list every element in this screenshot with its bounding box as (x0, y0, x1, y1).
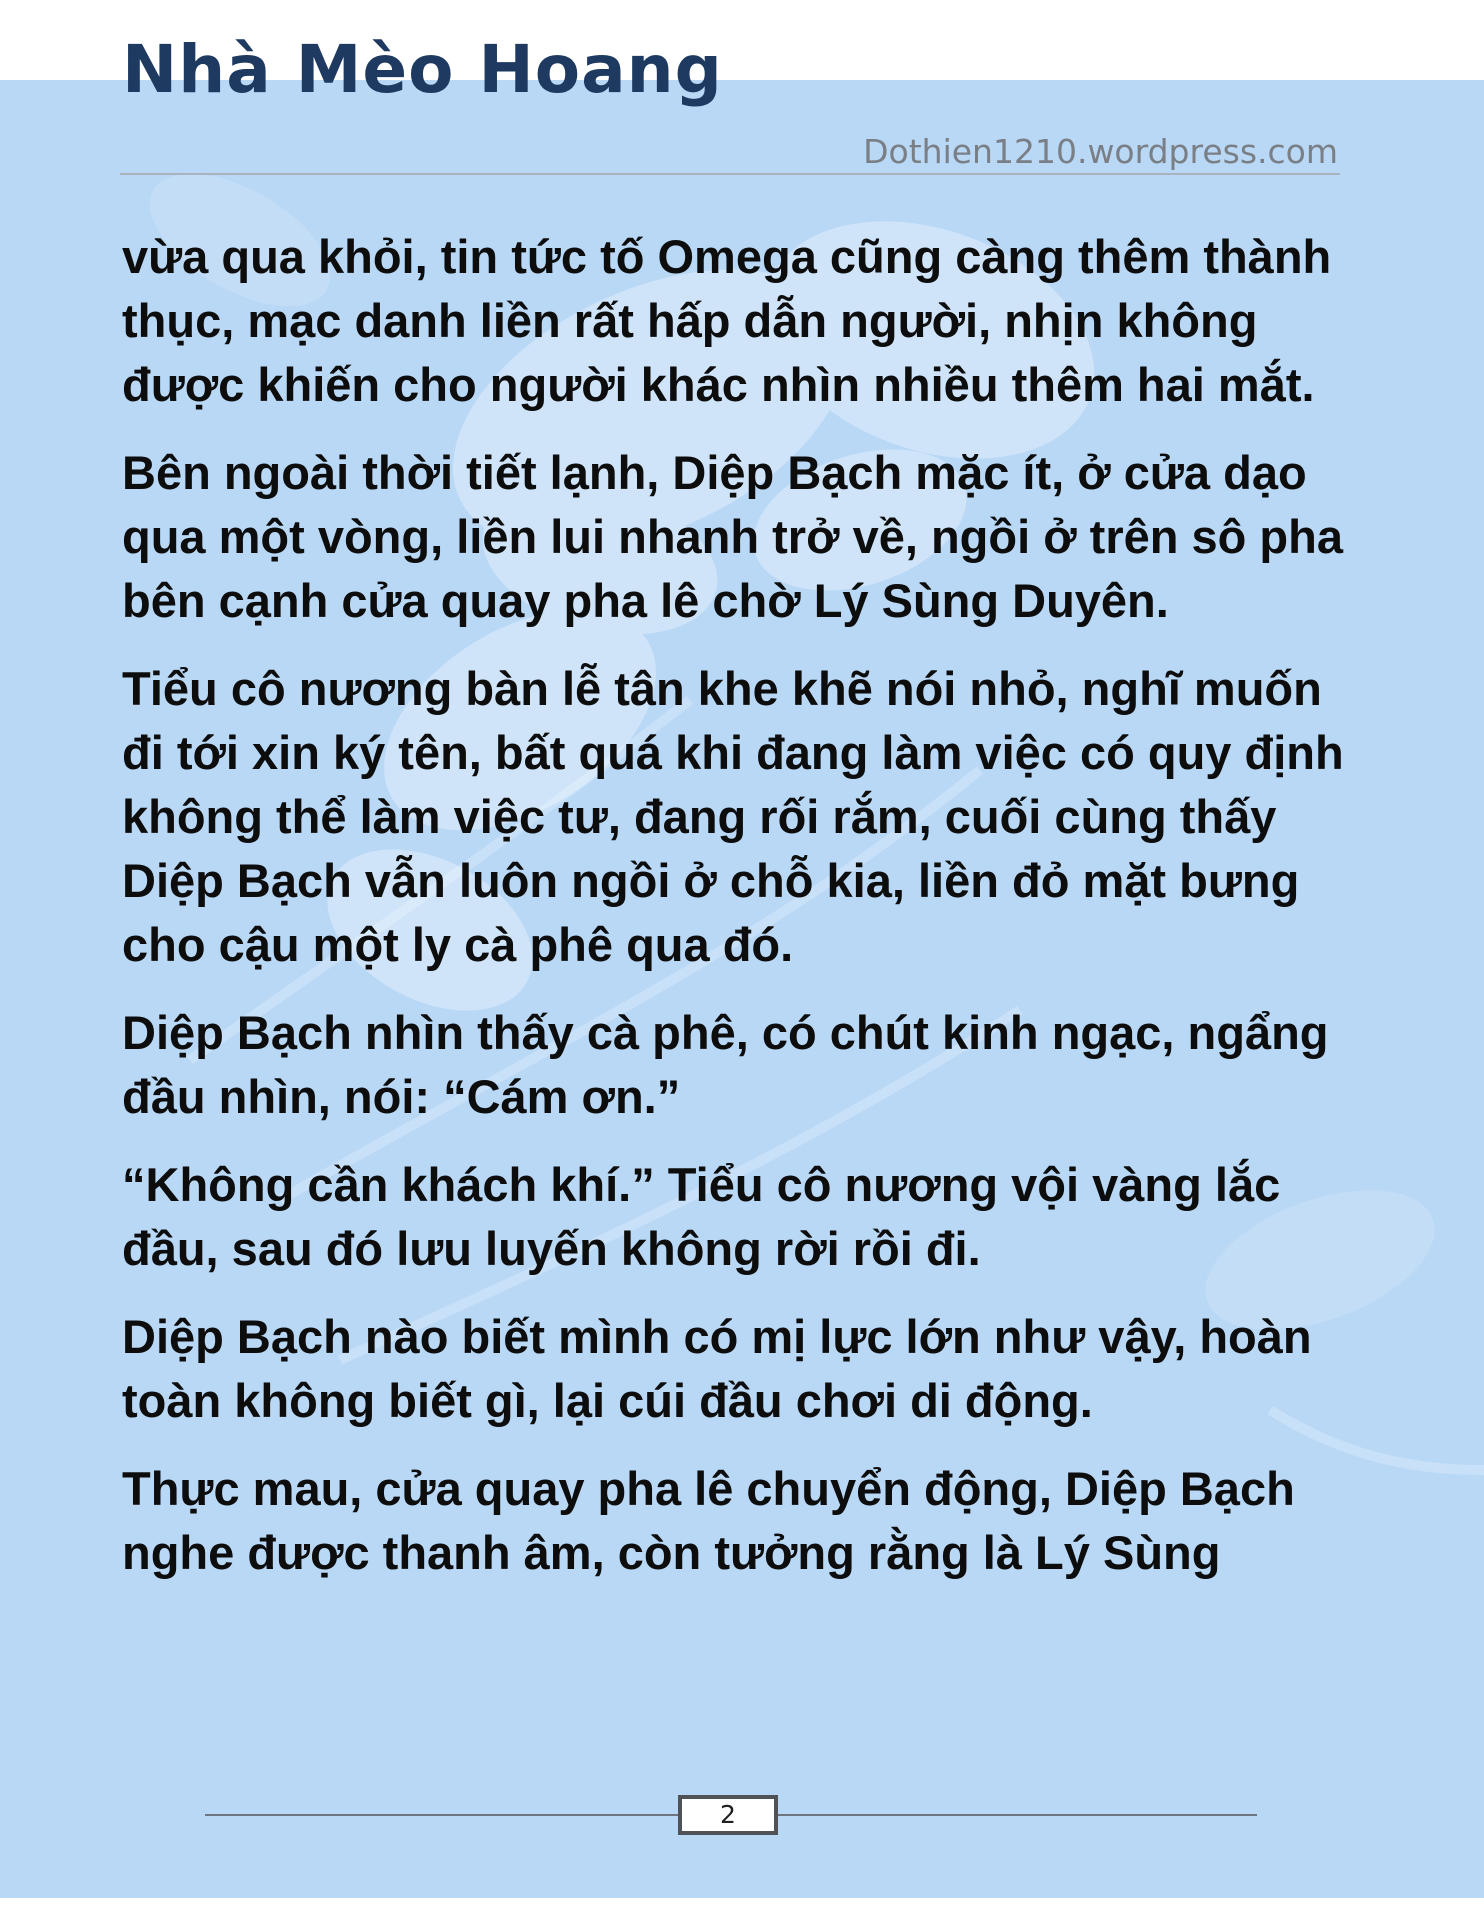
paragraph: Diệp Bạch nào biết mình có mị lực lớn như vậy, hoàn toàn không biết gì, lại cúi đầu chơi di động. (122, 1310, 1312, 1427)
story-text (122, 225, 1352, 1609)
site-title: Nhà Mèo Hoang (122, 31, 723, 108)
paragraph: Thực mau, cửa quay pha lê chuyển động, Diệp Bạch nghe được thanh âm, còn tưởng rằng là Lý Sùng (122, 1462, 1295, 1579)
paragraph: vừa qua khỏi, tin tức tố Omega cũng càng thêm thành thục, mạc danh liền rất hấp dẫn người, nhịn không được khiến cho người khác nhìn nhiều thêm hai mắt. (122, 230, 1332, 411)
paragraph: Diệp Bạch nhìn thấy cà phê, có chút kinh ngạc, ngẩng đầu nhìn, nói: “Cám ơn.” (122, 1006, 1329, 1123)
paragraph: “Không cần khách khí.” Tiểu cô nương vội vàng lắc đầu, sau đó lưu luyến không rời rồi đi. (122, 1158, 1281, 1275)
paragraph: Bên ngoài thời tiết lạnh, Diệp Bạch mặc ít, ở cửa dạo qua một vòng, liền lui nhanh trở về, ngồi ở trên sô pha bên cạnh cửa quay pha lê chờ Lý Sùng Duyên. (122, 446, 1343, 627)
site-url: Dothien1210.wordpress.com (863, 132, 1338, 171)
bottom-margin (0, 1898, 1484, 1920)
page-number: 2 (678, 1795, 778, 1835)
header-divider (120, 173, 1340, 175)
paragraph: Tiểu cô nương bàn lễ tân khe khẽ nói nhỏ, nghĩ muốn đi tới xin ký tên, bất quá khi đang làm việc có quy định không thể làm việc tư, đang rối rắm, cuối cùng thấy Diệp Bạch vẫn luôn ngồi ở chỗ kia, liền đỏ mặt bưng cho cậu một ly cà phê qua đó. (122, 662, 1344, 971)
